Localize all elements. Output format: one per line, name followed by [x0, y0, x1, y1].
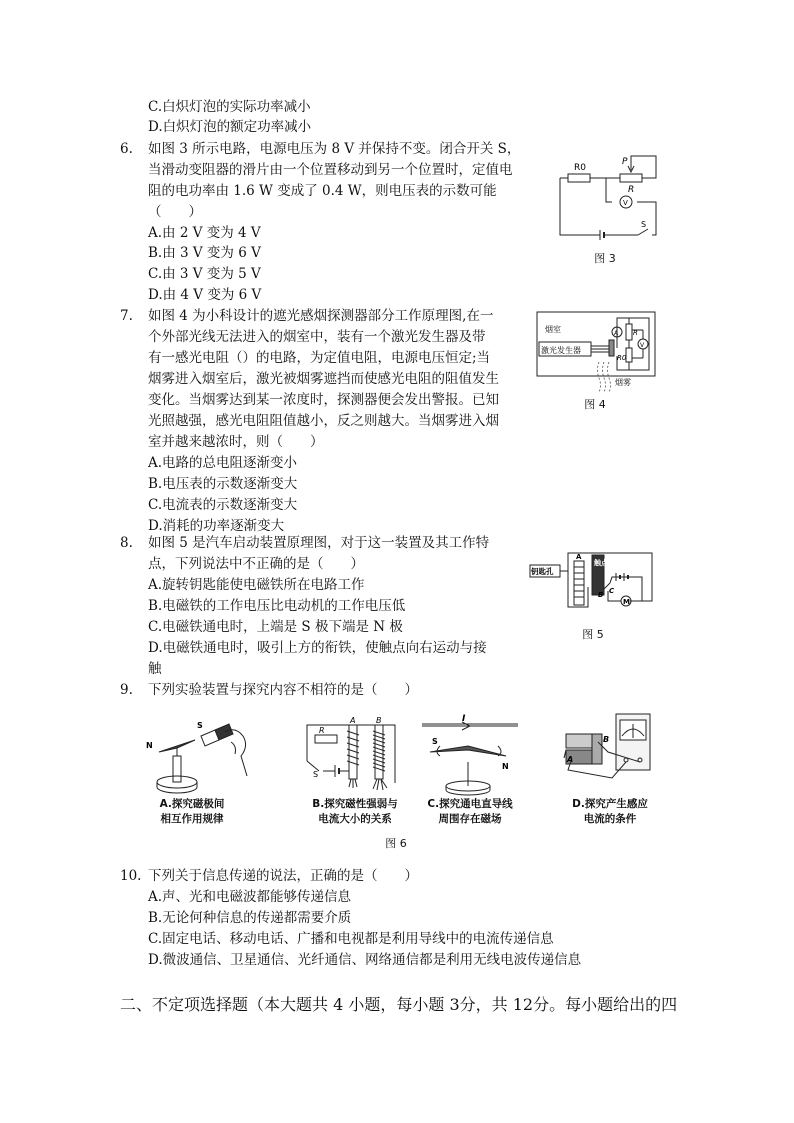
q8-option-d: D.电磁铁通电时，吸引上方的衔铁，使触点向右运动与接 [148, 640, 487, 656]
q7-stem-line-5: 变化。当烟雾达到某一浓度时，探测器便会发出警报。已知 [148, 392, 499, 408]
fig5-label-key: 钥匙孔 [531, 567, 554, 576]
q7-stem-line-3: 有一感光电阻（）的电路，为定值电阻，电源电压恒定;当 [148, 350, 491, 366]
fig4-label-a: A [614, 330, 619, 337]
fig4-label-room: 烟室 [545, 325, 561, 334]
fig6c-label-n: N [502, 762, 509, 771]
figure-5-car-starter [530, 547, 660, 619]
q5-option-d: D.白炽灯泡的额定功率减小 [148, 119, 312, 135]
q7-stem-line-7: 室并越来越浓时，则（ ） [148, 434, 324, 450]
figure-3-circuit [540, 150, 665, 245]
q7-option-d: D.消耗的功率逐渐变大 [148, 518, 285, 534]
figure-6d-caption-line-2: 电流的条件 [583, 813, 637, 825]
fig6d-label-b: B [603, 735, 610, 744]
fig4-label-laser: 激光发生器 [541, 346, 581, 355]
q10-option-a: A.声、光和电磁波都能够传递信息 [148, 889, 352, 905]
fig3-label-v: V [623, 199, 628, 207]
q7-stem-line-1: 如图 4 为小科设计的遮光感烟探测器部分工作原理图,在一 [148, 308, 494, 324]
fig5-label-m: M [623, 598, 630, 606]
q7-stem-line-6: 光照越强，感光电阻阻值越小，反之则越大。当烟雾进入烟 [148, 413, 499, 429]
fig3-label-p: P [622, 157, 628, 167]
fig5-label-contact: 触点 [594, 559, 608, 567]
q6-stem-line-4: （ ） [148, 204, 202, 220]
figure-4-caption: 图 4 [584, 398, 606, 411]
figure-4-smoke-detector [537, 312, 657, 392]
q10-number: 10. [120, 868, 142, 884]
fig4-label-r: R [633, 329, 638, 337]
figure-6a-magnet-compass [145, 712, 255, 797]
fig4-label-smoke: 烟雾 [615, 378, 631, 387]
fig6a-label-s: S [197, 721, 203, 730]
fig3-label-r0: R0 [574, 163, 586, 173]
figure-6d-caption-line-1: D.探究产生感应 [572, 798, 648, 810]
q10-stem: 下列关于信息传递的说法，正确的是（ ） [148, 868, 418, 884]
q7-option-c: C.电流表的示数逐渐变大 [148, 497, 298, 513]
figure-6b-caption-line-2: 电流大小的关系 [318, 813, 392, 825]
q10-option-b: B.无论何种信息的传递都需要介质 [148, 910, 352, 926]
q8-option-d-continued: 触 [148, 661, 162, 677]
q6-stem-line-2: 当滑动变阻器的滑片由一个位置移动到另一个位置时，定值电 [148, 162, 513, 178]
q6-option-b: B.由 3 V 变为 6 V [148, 245, 261, 261]
q8-number: 8. [120, 535, 133, 551]
figure-6b-caption-line-1: B.探究磁性强弱与 [312, 798, 398, 810]
figure-6-caption: 图 6 [385, 837, 407, 850]
q6-option-a: A.由 2 V 变为 4 V [148, 225, 261, 241]
figure-6d-induction [562, 712, 672, 797]
fig6b-label-s: S [313, 770, 319, 779]
q5-option-c: C.白炽灯泡的实际功率减小 [148, 99, 311, 115]
figure-6c-caption-line-1: C.探究通电直导线 [427, 798, 513, 810]
figure-6c-caption-line-2: 周围存在磁场 [438, 813, 502, 825]
figure-6a-caption [132, 797, 252, 827]
fig6c-label-s: S [432, 737, 438, 746]
q10-option-c: C.固定电话、移动电话、广播和电视都是利用导线中的电流传递信息 [148, 931, 554, 947]
q9-stem: 下列实验装置与探究内容不相符的是（ ） [148, 682, 418, 698]
q6-stem-line-1: 如图 3 所示电路，电源电压为 8 V 并保持不变。闭合开关 S， [148, 141, 521, 157]
figure-5-caption: 图 5 [582, 628, 604, 641]
fig6b-label-b: B [376, 716, 382, 725]
fig6c-label-i: I [462, 714, 466, 724]
q10-option-d: D.微波通信、卫星通信、光纤通信、网络通信都是利用无线电波传递信息 [148, 952, 582, 968]
fig5-label-a: A [576, 553, 582, 561]
fig3-label-s: S [641, 220, 647, 229]
fig6b-label-a: A [350, 716, 356, 725]
fig6d-label-a: A [567, 755, 574, 764]
figure-3-caption: 图 3 [594, 252, 616, 265]
q8-option-b: B.电磁铁的工作电压比电动机的工作电压低 [148, 598, 406, 614]
q8-option-a: A.旋转钥匙能使电磁铁所在电路工作 [148, 577, 365, 593]
figure-6a-caption-line-2: 相互作用规律 [160, 813, 224, 825]
q8-option-c: C.电磁铁通电时，上端是 S 极下端是 N 极 [148, 619, 403, 635]
figure-6d-caption [555, 797, 665, 827]
q7-stem-line-4: 烟雾进入烟室后，激光被烟雾遮挡而使感光电阻的阻值发生 [148, 371, 499, 387]
fig4-label-r0: R0 [617, 354, 627, 362]
fig6b-label-r: R [319, 726, 325, 735]
q6-option-c: C.由 3 V 变为 5 V [148, 266, 261, 282]
section-2-heading: 二、不定项选择题（本大题共 4 小题，每小题 3分，共 12分。每小题给出的四 [120, 995, 678, 1014]
fig5-label-b: B [598, 591, 604, 599]
q8-stem-line-1: 如图 5 是汽车启动装置原理图，对于这一装置及其工作特 [148, 535, 490, 551]
q7-option-b: B.电压表的示数逐渐变大 [148, 476, 298, 492]
figure-6b-caption [300, 797, 410, 827]
fig4-label-v: V [640, 342, 645, 349]
fig3-label-r: R [628, 185, 635, 195]
q7-stem-line-2: 个外部光线无法进入的烟室中，装有一个激光发生器及带 [148, 329, 486, 345]
figure-6c-caption [415, 797, 525, 827]
q6-option-d: D.由 4 V 变为 6 V [148, 287, 262, 303]
q8-stem-line-2: 点，下列说法中不正确的是（ ） [148, 556, 364, 572]
fig5-label-c: C [609, 587, 615, 595]
q6-stem-line-3: 阻的电功率由 1.6 W 变成了 0.4 W，则电压表的示数可能 [148, 183, 497, 199]
q9-number: 9. [120, 682, 133, 698]
figure-6b-electromagnets [305, 715, 400, 800]
fig6a-label-n: N [146, 741, 153, 750]
q6-number: 6. [120, 141, 133, 157]
q7-option-a: A.电路的总电阻逐渐变小 [148, 455, 298, 471]
q7-number: 7. [120, 308, 133, 324]
figure-6a-caption-line-1: A.探究磁极间 [159, 798, 225, 810]
figure-6c-wire-compass [418, 712, 523, 797]
